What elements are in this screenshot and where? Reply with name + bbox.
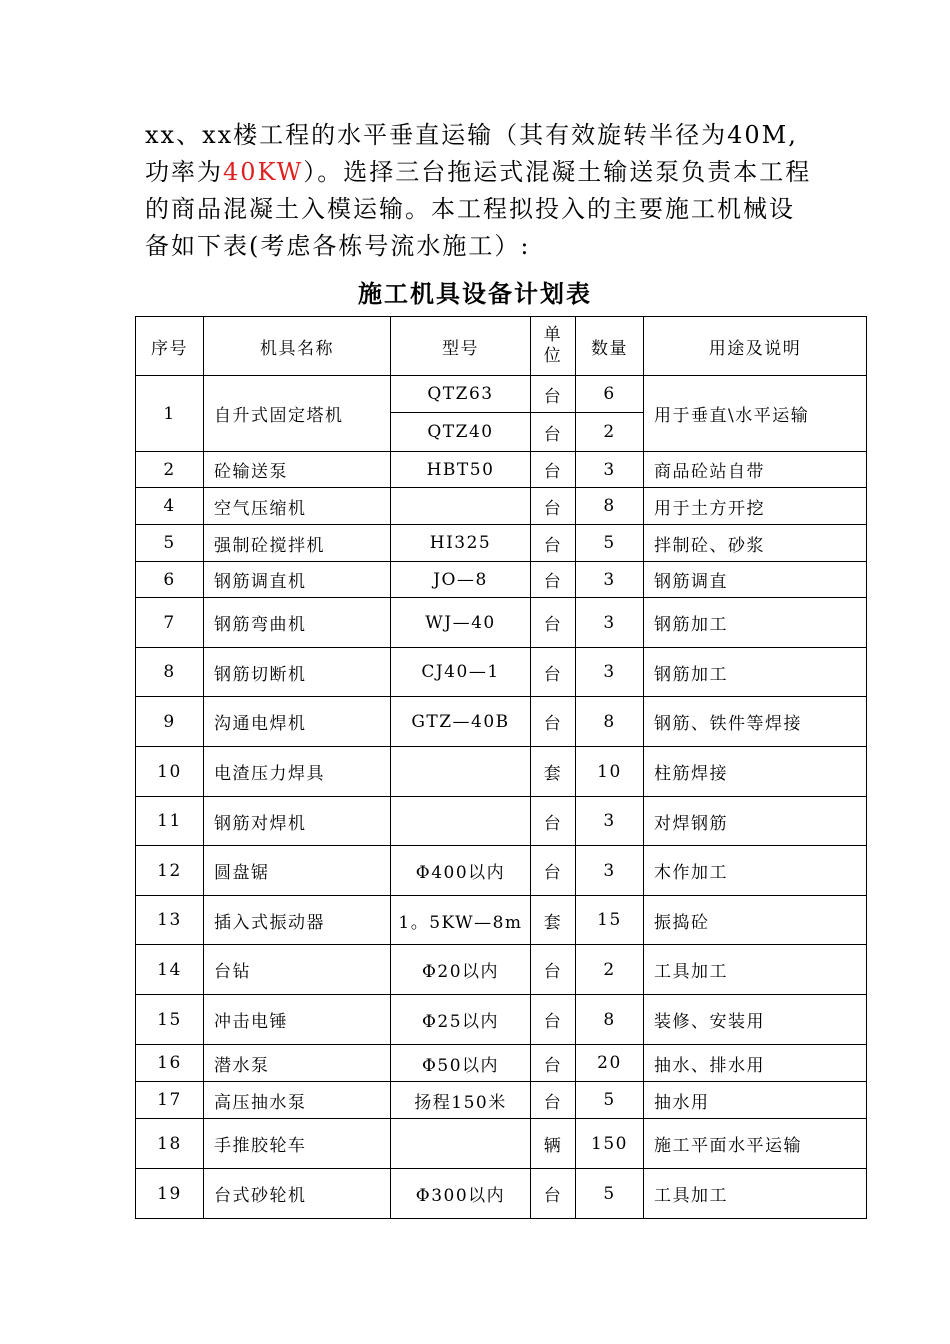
table-row: [136, 846, 867, 896]
cell-name: 冲击电锤: [204, 995, 391, 1045]
cell-use: 振捣砼: [644, 896, 867, 945]
cell-name: 插入式振动器: [204, 896, 391, 945]
table-row: [136, 945, 867, 995]
header-name: 机具名称: [204, 317, 391, 376]
cell-qty: 150: [576, 1119, 644, 1169]
table-row: [136, 488, 867, 525]
intro-line-2: [145, 154, 825, 191]
cell-qty: 3: [576, 846, 644, 896]
cell-name: 空气压缩机: [204, 488, 391, 525]
table-row: [136, 1169, 867, 1219]
cell-seq: 1: [136, 376, 204, 452]
cell-qty: 3: [576, 648, 644, 697]
cell-use: 钢筋加工: [644, 648, 867, 697]
header-seq: 序号: [136, 317, 204, 376]
cell-unit: 台: [531, 413, 576, 452]
cell-seq: 15: [136, 995, 204, 1045]
cell-use: 工具加工: [644, 1169, 867, 1219]
cell-use: 柱筋焊接: [644, 747, 867, 797]
intro-line-2-post: ）。选择三台拖运式混凝土输送泵负责本工程: [303, 158, 812, 186]
cell-seq: 17: [136, 1082, 204, 1119]
cell-qty: 3: [576, 598, 644, 648]
table-row: [136, 525, 867, 562]
cell-unit: 台: [531, 697, 576, 747]
cell-model: Φ400以内: [391, 846, 531, 896]
cell-name: 电渣压力焊具: [204, 747, 391, 797]
cell-model: HBT50: [391, 452, 531, 488]
table-row: [136, 995, 867, 1045]
header-unit-bottom: 位: [543, 346, 563, 366]
cell-model: Φ25以内: [391, 995, 531, 1045]
table-row: [136, 697, 867, 747]
header-unit-top: 单: [543, 325, 563, 345]
cell-unit: 台: [531, 1169, 576, 1219]
cell-name: 高压抽水泵: [204, 1082, 391, 1119]
cell-use: 商品砼站自带: [644, 452, 867, 488]
cell-qty: 5: [576, 525, 644, 562]
table-row: [136, 376, 867, 413]
cell-qty: 5: [576, 1169, 644, 1219]
cell-use: 抽水用: [644, 1082, 867, 1119]
cell-qty: 5: [576, 1082, 644, 1119]
cell-unit: 台: [531, 1082, 576, 1119]
table-row: [136, 1119, 867, 1169]
table-row: [136, 452, 867, 488]
cell-unit: 台: [531, 562, 576, 598]
cell-model: QTZ40: [391, 413, 531, 452]
cell-name: 自升式固定塔机: [204, 376, 391, 452]
header-model: 型号: [391, 317, 531, 376]
cell-name: 钢筋弯曲机: [204, 598, 391, 648]
cell-seq: 11: [136, 797, 204, 846]
cell-seq: 2: [136, 452, 204, 488]
header-unit: [531, 317, 576, 376]
cell-use: 钢筋调直: [644, 562, 867, 598]
cell-unit: 辆: [531, 1119, 576, 1169]
cell-use: 木作加工: [644, 846, 867, 896]
equipment-table: [135, 316, 867, 1219]
cell-seq: 5: [136, 525, 204, 562]
table-row: [136, 896, 867, 945]
cell-seq: 8: [136, 648, 204, 697]
cell-qty: 8: [576, 488, 644, 525]
cell-use: 工具加工: [644, 945, 867, 995]
table-row: [136, 747, 867, 797]
cell-seq: 6: [136, 562, 204, 598]
cell-unit: 台: [531, 598, 576, 648]
cell-unit: 台: [531, 846, 576, 896]
cell-qty: 2: [576, 945, 644, 995]
intro-paragraph: [145, 117, 825, 265]
power-value-highlight: 40KW: [223, 158, 304, 186]
cell-use: 拌制砼、砂浆: [644, 525, 867, 562]
cell-name: 砼输送泵: [204, 452, 391, 488]
cell-use: 施工平面水平运输: [644, 1119, 867, 1169]
cell-use: 钢筋、铁件等焊接: [644, 697, 867, 747]
cell-use: 对焊钢筋: [644, 797, 867, 846]
cell-model: JO—8: [391, 562, 531, 598]
cell-unit: 套: [531, 896, 576, 945]
cell-name: 钢筋对焊机: [204, 797, 391, 846]
cell-unit: 台: [531, 648, 576, 697]
cell-use: 钢筋加工: [644, 598, 867, 648]
cell-unit: 台: [531, 488, 576, 525]
table-row: [136, 598, 867, 648]
cell-use: 用于垂直\水平运输: [644, 376, 867, 452]
cell-unit: 台: [531, 1045, 576, 1082]
cell-name: 手推胶轮车: [204, 1119, 391, 1169]
cell-qty: 10: [576, 747, 644, 797]
table-header-row: [136, 317, 867, 376]
cell-unit: 台: [531, 452, 576, 488]
cell-qty: 6: [576, 376, 644, 413]
cell-model: [391, 1119, 531, 1169]
table-row: [136, 648, 867, 697]
cell-seq: 4: [136, 488, 204, 525]
cell-name: 台钻: [204, 945, 391, 995]
cell-seq: 14: [136, 945, 204, 995]
cell-seq: 9: [136, 697, 204, 747]
cell-model: CJ40—1: [391, 648, 531, 697]
cell-unit: 台: [531, 945, 576, 995]
cell-unit: 台: [531, 525, 576, 562]
cell-name: 圆盘锯: [204, 846, 391, 896]
cell-model: Φ20以内: [391, 945, 531, 995]
cell-qty: 3: [576, 452, 644, 488]
intro-line-2-pre: 功率为: [145, 158, 223, 186]
cell-unit: 套: [531, 747, 576, 797]
cell-model: [391, 747, 531, 797]
cell-name: 强制砼搅拌机: [204, 525, 391, 562]
cell-seq: 16: [136, 1045, 204, 1082]
cell-name: 钢筋切断机: [204, 648, 391, 697]
intro-line-1: xx、xx楼工程的水平垂直运输（其有效旋转半径为40M,: [145, 121, 798, 149]
cell-unit: 台: [531, 376, 576, 413]
cell-model: WJ—40: [391, 598, 531, 648]
cell-use: 抽水、排水用: [644, 1045, 867, 1082]
cell-use: 装修、安装用: [644, 995, 867, 1045]
cell-use: 用于土方开挖: [644, 488, 867, 525]
cell-model: Φ50以内: [391, 1045, 531, 1082]
header-use: 用途及说明: [644, 317, 867, 376]
cell-model: 扬程150米: [391, 1082, 531, 1119]
table-row: [136, 1082, 867, 1119]
cell-unit: 台: [531, 995, 576, 1045]
table-row: [136, 1045, 867, 1082]
cell-seq: 10: [136, 747, 204, 797]
cell-seq: 7: [136, 598, 204, 648]
cell-seq: 13: [136, 896, 204, 945]
cell-model: [391, 797, 531, 846]
cell-qty: 2: [576, 413, 644, 452]
cell-qty: 8: [576, 995, 644, 1045]
cell-name: 台式砂轮机: [204, 1169, 391, 1219]
cell-qty: 15: [576, 896, 644, 945]
intro-line-3: 的商品混凝土入模运输。本工程拟投入的主要施工机械设: [145, 195, 795, 223]
cell-seq: 19: [136, 1169, 204, 1219]
cell-name: 沟通电焊机: [204, 697, 391, 747]
cell-unit: 台: [531, 797, 576, 846]
cell-name: 潜水泵: [204, 1045, 391, 1082]
cell-model: QTZ63: [391, 376, 531, 413]
cell-model: 1。5KW—8m: [391, 896, 531, 945]
cell-seq: 18: [136, 1119, 204, 1169]
cell-qty: 3: [576, 797, 644, 846]
cell-model: GTZ—40B: [391, 697, 531, 747]
cell-name: 钢筋调直机: [204, 562, 391, 598]
cell-model: [391, 488, 531, 525]
cell-qty: 3: [576, 562, 644, 598]
cell-qty: 20: [576, 1045, 644, 1082]
cell-model: Φ300以内: [391, 1169, 531, 1219]
table-row: [136, 797, 867, 846]
cell-seq: 12: [136, 846, 204, 896]
cell-qty: 8: [576, 697, 644, 747]
table-row: [136, 562, 867, 598]
header-qty: 数量: [576, 317, 644, 376]
intro-line-4: 备如下表(考虑各栋号流水施工）:: [145, 232, 531, 260]
cell-model: HI325: [391, 525, 531, 562]
table-title: 施工机具设备计划表: [358, 280, 592, 308]
